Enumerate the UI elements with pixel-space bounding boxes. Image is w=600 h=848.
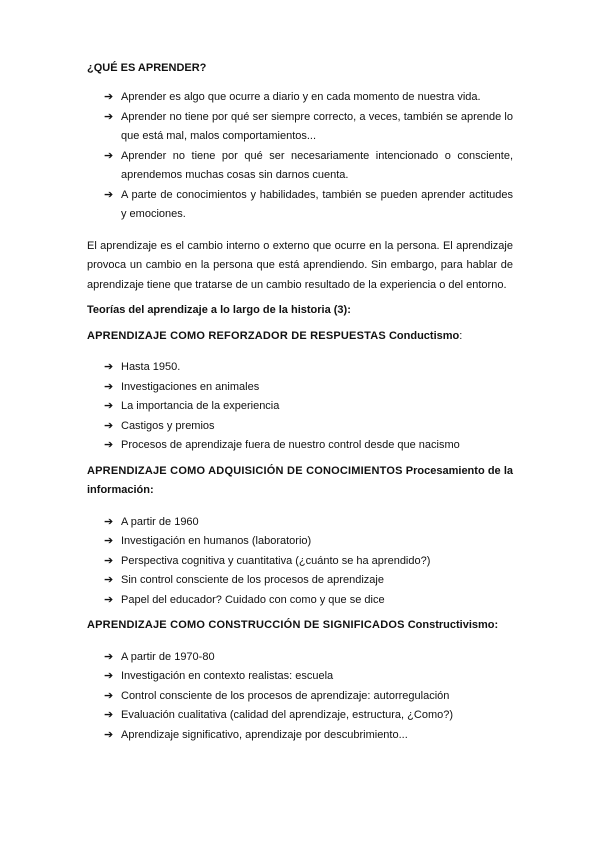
list-item: ➔ Sin control consciente de los procesos de aprendizaje xyxy=(104,571,513,591)
arrow-icon: ➔ xyxy=(104,188,114,201)
theories-heading: Teorías del aprendizaje a lo largo de la historia (3): xyxy=(87,304,351,316)
list-item: ➔ Perspectiva cognitiva y cuantitativa (¿cuánto se ha aprendido?) xyxy=(104,552,513,572)
intro-bullet-list xyxy=(87,88,513,225)
list-item: ➔ Aprender no tiene por qué ser necesariamente intencionado o consciente, aprendemos muchas cosas sin darnos cuenta. xyxy=(104,147,513,186)
list-item: ➔ Castigos y premios xyxy=(104,417,513,437)
list-item: ➔ Procesos de aprendizaje fuera de nuestro control desde que nacismo xyxy=(104,436,513,456)
page-title: ¿QUÉ ES APRENDER? xyxy=(87,62,207,74)
definition-paragraph: El aprendizaje es el cambio interno o externo que ocurre en la persona. El aprendizaje provoca un cambio en la persona que está aprendiendo. Sin embargo, para hablar de aprendizaje tiene que tratarse de un cambio resultado de la experiencia o del entorno. xyxy=(87,239,513,291)
arrow-icon: ➔ xyxy=(104,689,114,702)
list-item: ➔ A parte de conocimientos y habilidades, también se pueden aprender actitudes y emociones. xyxy=(104,186,513,225)
list-item: ➔ Investigación en humanos (laboratorio) xyxy=(104,532,513,552)
arrow-icon: ➔ xyxy=(104,554,114,567)
list-item: ➔ Papel del educador? Cuidado con como y que se dice xyxy=(104,591,513,611)
arrow-icon: ➔ xyxy=(104,439,114,451)
list-item: ➔ Aprender es algo que ocurre a diario y en cada momento de nuestra vida. xyxy=(104,88,513,108)
arrow-icon: ➔ xyxy=(104,593,114,606)
procesamiento-list xyxy=(87,513,513,611)
section-heading-conductismo: APRENDIZAJE COMO REFORZADOR DE RESPUESTAS Conductismo: xyxy=(87,329,463,342)
conductismo-list xyxy=(87,358,513,456)
arrow-icon: ➔ xyxy=(104,670,114,682)
arrow-icon: ➔ xyxy=(104,515,114,528)
arrow-icon: ➔ xyxy=(104,361,114,373)
list-item: ➔ Hasta 1950. xyxy=(104,358,513,378)
list-item: ➔ A partir de 1960 xyxy=(104,513,513,533)
arrow-icon: ➔ xyxy=(104,535,114,547)
document-page xyxy=(87,60,513,745)
arrow-icon: ➔ xyxy=(104,709,114,721)
arrow-icon: ➔ xyxy=(104,650,114,663)
arrow-icon: ➔ xyxy=(104,419,114,432)
list-item: ➔ Investigaciones en animales xyxy=(104,378,513,398)
arrow-icon: ➔ xyxy=(104,91,114,103)
arrow-icon: ➔ xyxy=(104,380,114,393)
section-heading-constructivismo: APRENDIZAJE COMO CONSTRUCCIÓN DE SIGNIFICADOS Constructivismo: xyxy=(87,619,499,631)
list-item: ➔ Evaluación cualitativa (calidad del aprendizaje, estructura, ¿Como?) xyxy=(104,706,513,726)
section-heading-procesamiento: APRENDIZAJE COMO ADQUISICIÓN DE CONOCIMIENTOS Procesamiento de la información: xyxy=(87,464,513,496)
constructivismo-list xyxy=(87,648,513,746)
list-item: ➔ Control consciente de los procesos de aprendizaje: autorregulación xyxy=(104,687,513,707)
arrow-icon: ➔ xyxy=(104,400,114,412)
list-item: ➔ La importancia de la experiencia xyxy=(104,397,513,417)
arrow-icon: ➔ xyxy=(104,728,114,741)
arrow-icon: ➔ xyxy=(104,149,114,162)
list-item: ➔ Aprender no tiene por qué ser siempre correcto, a veces, también se aprende lo que está mal, malos comportamientos... xyxy=(104,108,513,147)
list-item: ➔ A partir de 1970-80 xyxy=(104,648,513,668)
list-item: ➔ Investigación en contexto realistas: escuela xyxy=(104,667,513,687)
list-item: ➔ Aprendizaje significativo, aprendizaje por descubrimiento... xyxy=(104,726,513,746)
arrow-icon: ➔ xyxy=(104,574,114,586)
arrow-icon: ➔ xyxy=(104,110,114,123)
